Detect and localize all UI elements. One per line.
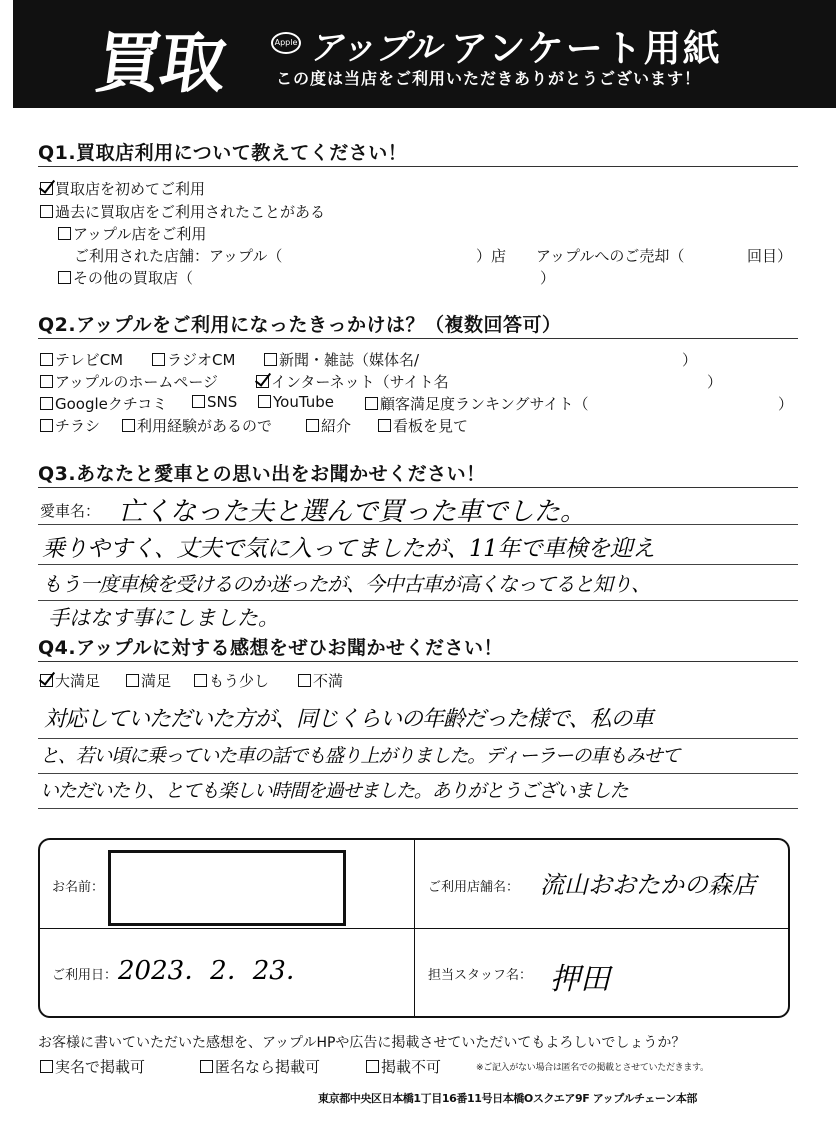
name-label: お名前：	[52, 880, 105, 895]
checkbox-icon[interactable]	[264, 353, 277, 366]
checkbox-icon[interactable]	[378, 419, 391, 432]
checkbox-icon[interactable]	[40, 182, 53, 195]
q2-flyer-option[interactable]: チラシ	[40, 415, 100, 436]
q2-google-option[interactable]: Googleクチコミ	[40, 393, 167, 414]
q2-title: Q2.アップルをご利用になったきっかけは？（複数回答可）	[38, 314, 562, 336]
q2-sns-option[interactable]: SNS	[192, 393, 237, 411]
checkbox-icon[interactable]	[152, 353, 165, 366]
q2-newspaper-close: ）	[682, 351, 698, 369]
q4-answer-line-3[interactable]: いただいたり、とても楽しい時間を過せました。ありがとうございました	[40, 780, 628, 802]
checkbox-icon[interactable]	[365, 397, 378, 410]
header-brand: アップル	[309, 28, 442, 68]
consent-anonymous-option[interactable]: 匿名なら掲載可	[200, 1056, 320, 1077]
header-logo-kanji: 買取	[90, 25, 230, 102]
checkbox-icon[interactable]	[40, 375, 53, 388]
q2-internet-option[interactable]: インターネット（サイト名	[256, 371, 449, 392]
checkbox-icon[interactable]	[306, 419, 319, 432]
checkbox-icon[interactable]	[194, 674, 207, 687]
checkbox-icon[interactable]	[192, 395, 205, 408]
q2-referral-option[interactable]: 紹介	[306, 415, 351, 436]
q1-used-before-option[interactable]: 過去に買取店をご利用されたことがある	[40, 201, 325, 222]
apple-logo-icon	[271, 32, 301, 54]
checkbox-icon[interactable]	[122, 419, 135, 432]
q2-internet-close: ）	[707, 373, 723, 391]
q2-youtube-option[interactable]: YouTube	[258, 393, 334, 411]
checkbox-icon[interactable]	[58, 227, 71, 240]
q3-car-name-label: 愛車名：	[40, 502, 101, 520]
q2-newspaper-option[interactable]: 新聞・雑誌（媒体名/	[264, 349, 419, 370]
checkbox-icon[interactable]	[298, 674, 311, 687]
q3-answer-line-4[interactable]: 手はなす事にしました。	[48, 606, 279, 630]
checkbox-icon[interactable]	[40, 674, 53, 687]
q2-tv-option[interactable]: テレビCM	[40, 349, 123, 370]
info-divider-horizontal	[38, 928, 790, 929]
q1-sales-count-suffix: 回目）	[747, 247, 793, 265]
q3-answer-line-2[interactable]: 乗りやすく、丈夫で気に入ってましたが、11年で車検を迎え	[42, 536, 655, 562]
q4-satisfied-option[interactable]: 満足	[126, 670, 171, 691]
checkbox-icon[interactable]	[40, 1060, 53, 1073]
checkbox-icon[interactable]	[40, 397, 53, 410]
q1-other-close: ）	[540, 269, 556, 287]
header-banner	[13, 0, 836, 108]
header-title: アンケート用紙	[451, 27, 722, 70]
footer-address: 東京都中央区日本橋1丁目16番11号日本橋Oスクエア9F アップルチェーン本部	[318, 1092, 698, 1105]
store-label: ご利用店舗名：	[428, 880, 520, 895]
date-value[interactable]: 2023．2．23．	[118, 956, 312, 986]
checkbox-icon[interactable]	[258, 395, 271, 408]
header-subtitle: この度は当店をご利用いただきありがとうございます！	[276, 69, 702, 88]
checkbox-icon[interactable]	[58, 271, 71, 284]
q2-radio-option[interactable]: ラジオCM	[152, 349, 235, 370]
q1-title: Q1.買取店利用について教えてください！	[38, 142, 408, 164]
name-redacted-box[interactable]	[108, 850, 346, 926]
apple-logo-mark: Apple	[274, 38, 298, 47]
consent-question: お客様に書いていただいた感想を、アップルHPや広告に掲載させていただいてもよろしいでしょうか？	[38, 1035, 686, 1051]
date-label: ご利用日：	[52, 968, 118, 983]
store-value[interactable]: 流山おおたかの森店	[540, 871, 756, 899]
q2-homepage-option[interactable]: アップルのホームページ	[40, 371, 218, 392]
staff-label: 担当スタッフ名：	[428, 968, 533, 983]
q2-ranking-option[interactable]: 顧客満足度ランキングサイト（	[365, 393, 589, 414]
checkbox-icon[interactable]	[256, 375, 269, 388]
checkbox-icon[interactable]	[40, 419, 53, 432]
q4-answer-line-2[interactable]: と、若い頃に乗っていた車の話でも盛り上がりました。ディーラーの車もみせて	[40, 745, 680, 767]
q3-answer-line-3[interactable]: もう一度車検を受けるのか迷ったが、今中古車が高くなってると知り、	[42, 572, 650, 596]
q4-answer-line-1[interactable]: 対応していただいた方が、同じくらいの年齢だった様で、私の車	[44, 707, 653, 732]
q3-title: Q3.あなたと愛車との思い出をお聞かせください！	[38, 463, 486, 485]
checkbox-icon[interactable]	[126, 674, 139, 687]
checkbox-icon[interactable]	[40, 205, 53, 218]
q1-other-store-option[interactable]: その他の買取店（	[58, 267, 193, 288]
q4-very-satisfied-option[interactable]: 大満足	[40, 670, 100, 691]
q2-experience-option[interactable]: 利用経験があるので	[122, 415, 272, 436]
q1-apple-store-option[interactable]: アップル店をご利用	[58, 223, 206, 244]
q4-little-more-option[interactable]: もう少し	[194, 670, 269, 691]
q1-first-time-option[interactable]: 買取店を初めてご利用	[40, 178, 205, 199]
q1-sales-count-label: アップルへのご売却（	[536, 247, 685, 265]
staff-value[interactable]: 押田	[550, 962, 610, 997]
q1-store-suffix: ）店	[476, 247, 507, 265]
checkbox-icon[interactable]	[40, 353, 53, 366]
q4-title: Q4.アップルに対する感想をぜひお聞かせください！	[38, 637, 504, 659]
consent-no-option[interactable]: 掲載不可	[366, 1056, 441, 1077]
q4-dissatisfied-option[interactable]: 不満	[298, 670, 343, 691]
consent-note: ※ご記入がない場合は匿名での掲載とさせていただきます。	[476, 1063, 709, 1073]
checkbox-icon[interactable]	[366, 1060, 379, 1073]
checkbox-icon[interactable]	[200, 1060, 213, 1073]
q2-ranking-close: ）	[778, 395, 794, 413]
q3-answer-line-1[interactable]: 亡くなった夫と選んで買った車でした。	[118, 497, 587, 527]
q2-signboard-option[interactable]: 看板を見て	[378, 415, 468, 436]
consent-real-name-option[interactable]: 実名で掲載可	[40, 1056, 145, 1077]
q1-store-name-label: ご利用された店舗：アップル（	[74, 247, 283, 265]
